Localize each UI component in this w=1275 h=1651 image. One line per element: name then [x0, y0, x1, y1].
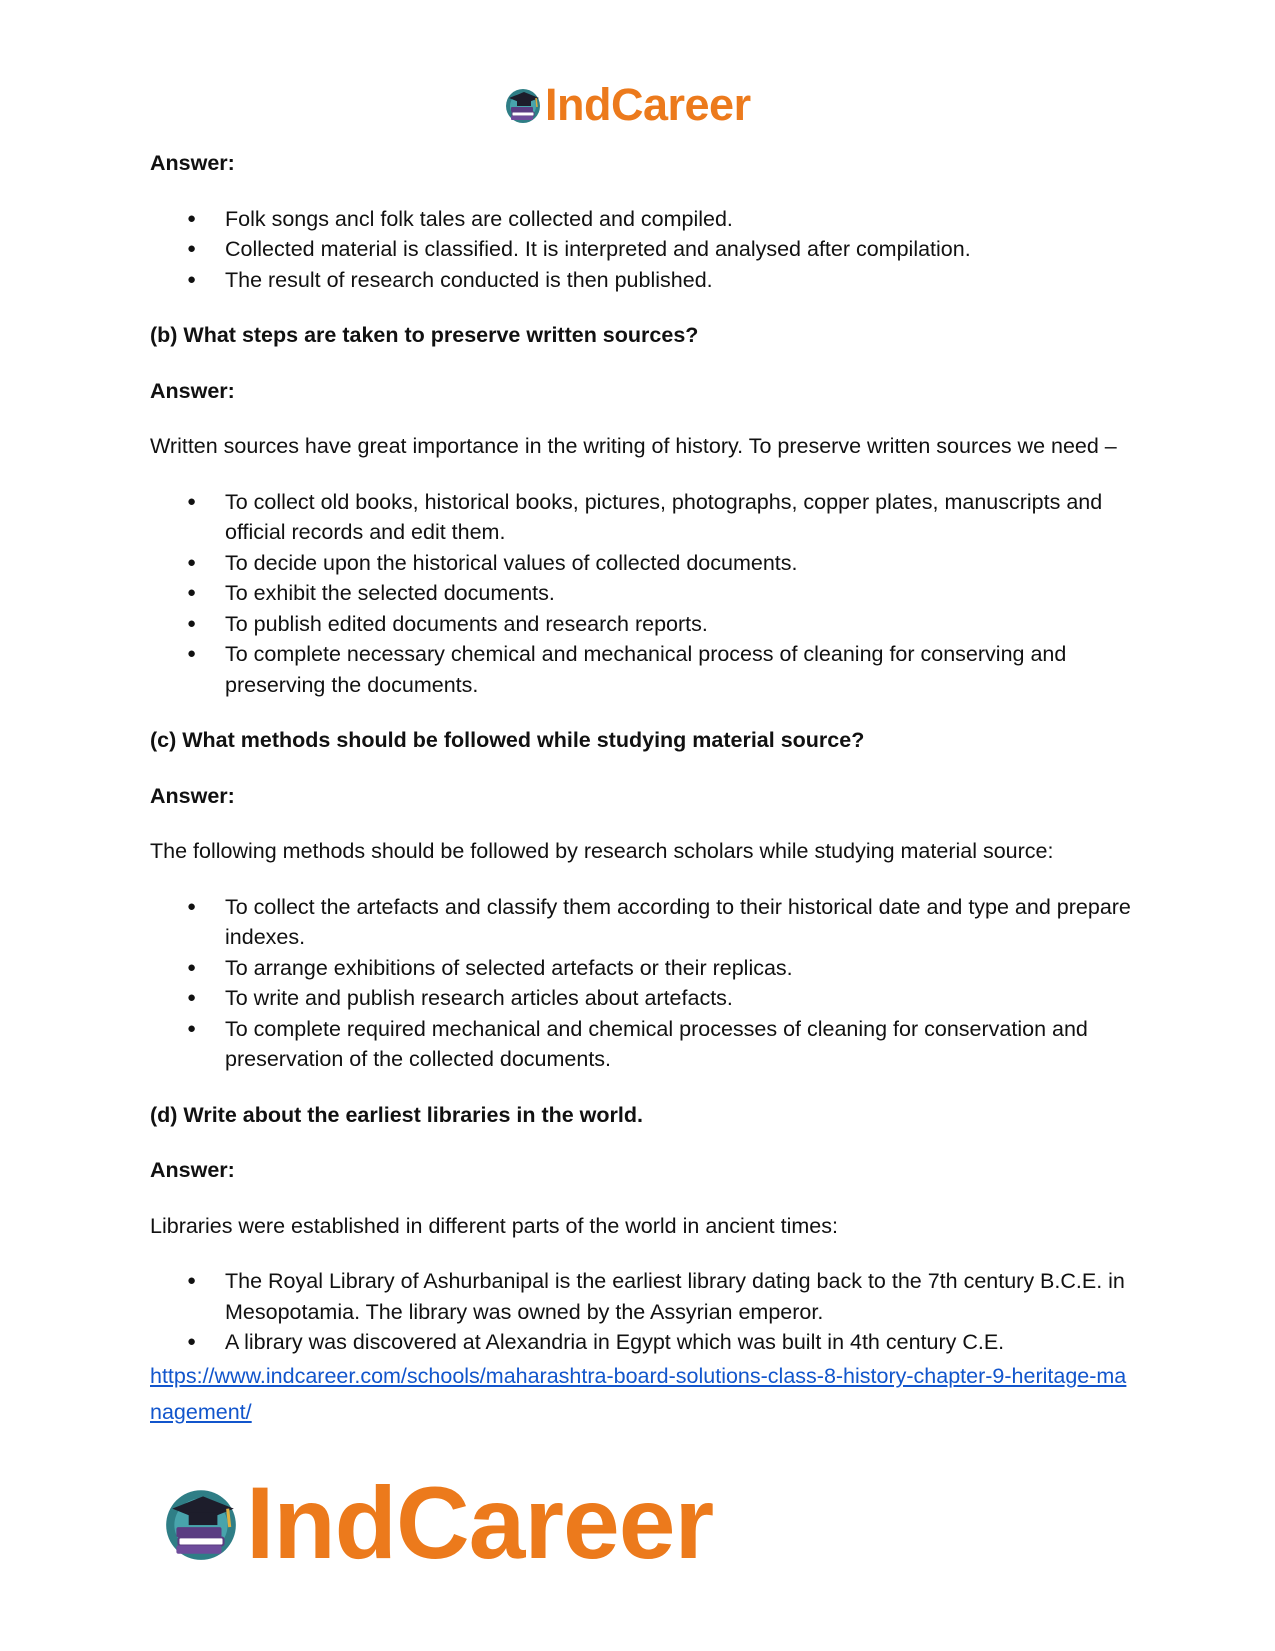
header-logo [503, 80, 751, 130]
answer-d-intro: Libraries were established in different parts of the world in ancient times: [150, 1213, 838, 1238]
list-item: ● To complete required mechanical and chemical processes of cleaning for conservation and preservation of the collected documents. [225, 1014, 1135, 1075]
footer-logo [160, 1468, 713, 1578]
list-item: ● Folk songs ancl folk tales are collected and compiled. [225, 204, 1135, 235]
answer-d-list [150, 1266, 1135, 1358]
source-link-anchor[interactable]: https://www.indcareer.com/schools/maharashtra-board-solutions-class-8-history-chapter-9-heritage-management/ [150, 1363, 1127, 1424]
list-item: ● To write and publish research articles about artefacts. [225, 983, 1135, 1014]
question-b: (b) What steps are taken to preserve written sources? [150, 323, 699, 347]
list-item: ● To publish edited documents and research reports. [225, 609, 1135, 640]
answer-a-list [150, 204, 1135, 296]
list-item: ● To decide upon the historical values of collected documents. [225, 548, 1135, 579]
list-item: ● The result of research conducted is then published. [225, 265, 1135, 296]
answer-label: Answer: [150, 378, 235, 403]
answer-label: Answer: [150, 151, 235, 175]
answer-label: Answer: [150, 1158, 235, 1182]
graduation-cap-books-globe-icon [503, 85, 543, 125]
list-item: ● A library was discovered at Alexandria in Egypt which was built in 4th century C.E. [225, 1327, 1135, 1358]
graduation-cap-books-globe-icon [160, 1482, 242, 1564]
answer-b-list [150, 487, 1135, 701]
list-item: ● To complete necessary chemical and mechanical process of cleaning for conserving and preserving the documents. [225, 639, 1135, 700]
list-item: ● To collect old books, historical books, pictures, photographs, copper plates, manuscripts and official records and edit them. [225, 487, 1135, 548]
answer-label: Answer: [150, 783, 235, 808]
brand-wordmark: IndCareer [545, 79, 751, 130]
list-item: ● The Royal Library of Ashurbanipal is the earliest library dating back to the 7th century B.C.E. in Mesopotamia. The library was owned by the Assyrian emperor. [225, 1266, 1135, 1327]
document-body [150, 148, 1135, 1430]
answer-c-intro: The following methods should be followed by research scholars while studying material source: [150, 839, 1054, 863]
question-c: (c) What methods should be followed while studying material source? [150, 728, 865, 752]
question-d: (d) Write about the earliest libraries in the world. [150, 1102, 643, 1127]
list-item: ● To arrange exhibitions of selected artefacts or their replicas. [225, 953, 1135, 984]
source-link[interactable] [150, 1358, 1135, 1430]
answer-c-list [150, 892, 1135, 1075]
brand-wordmark: IndCareer [246, 1466, 714, 1580]
list-item: ● To exhibit the selected documents. [225, 578, 1135, 609]
list-item: ● To collect the artefacts and classify them according to their historical date and type and prepare indexes. [225, 892, 1135, 953]
list-item: ● Collected material is classified. It is interpreted and analysed after compilation. [225, 234, 1135, 265]
answer-b-intro: Written sources have great importance in the writing of history. To preserve written sources we need – [150, 434, 1117, 458]
